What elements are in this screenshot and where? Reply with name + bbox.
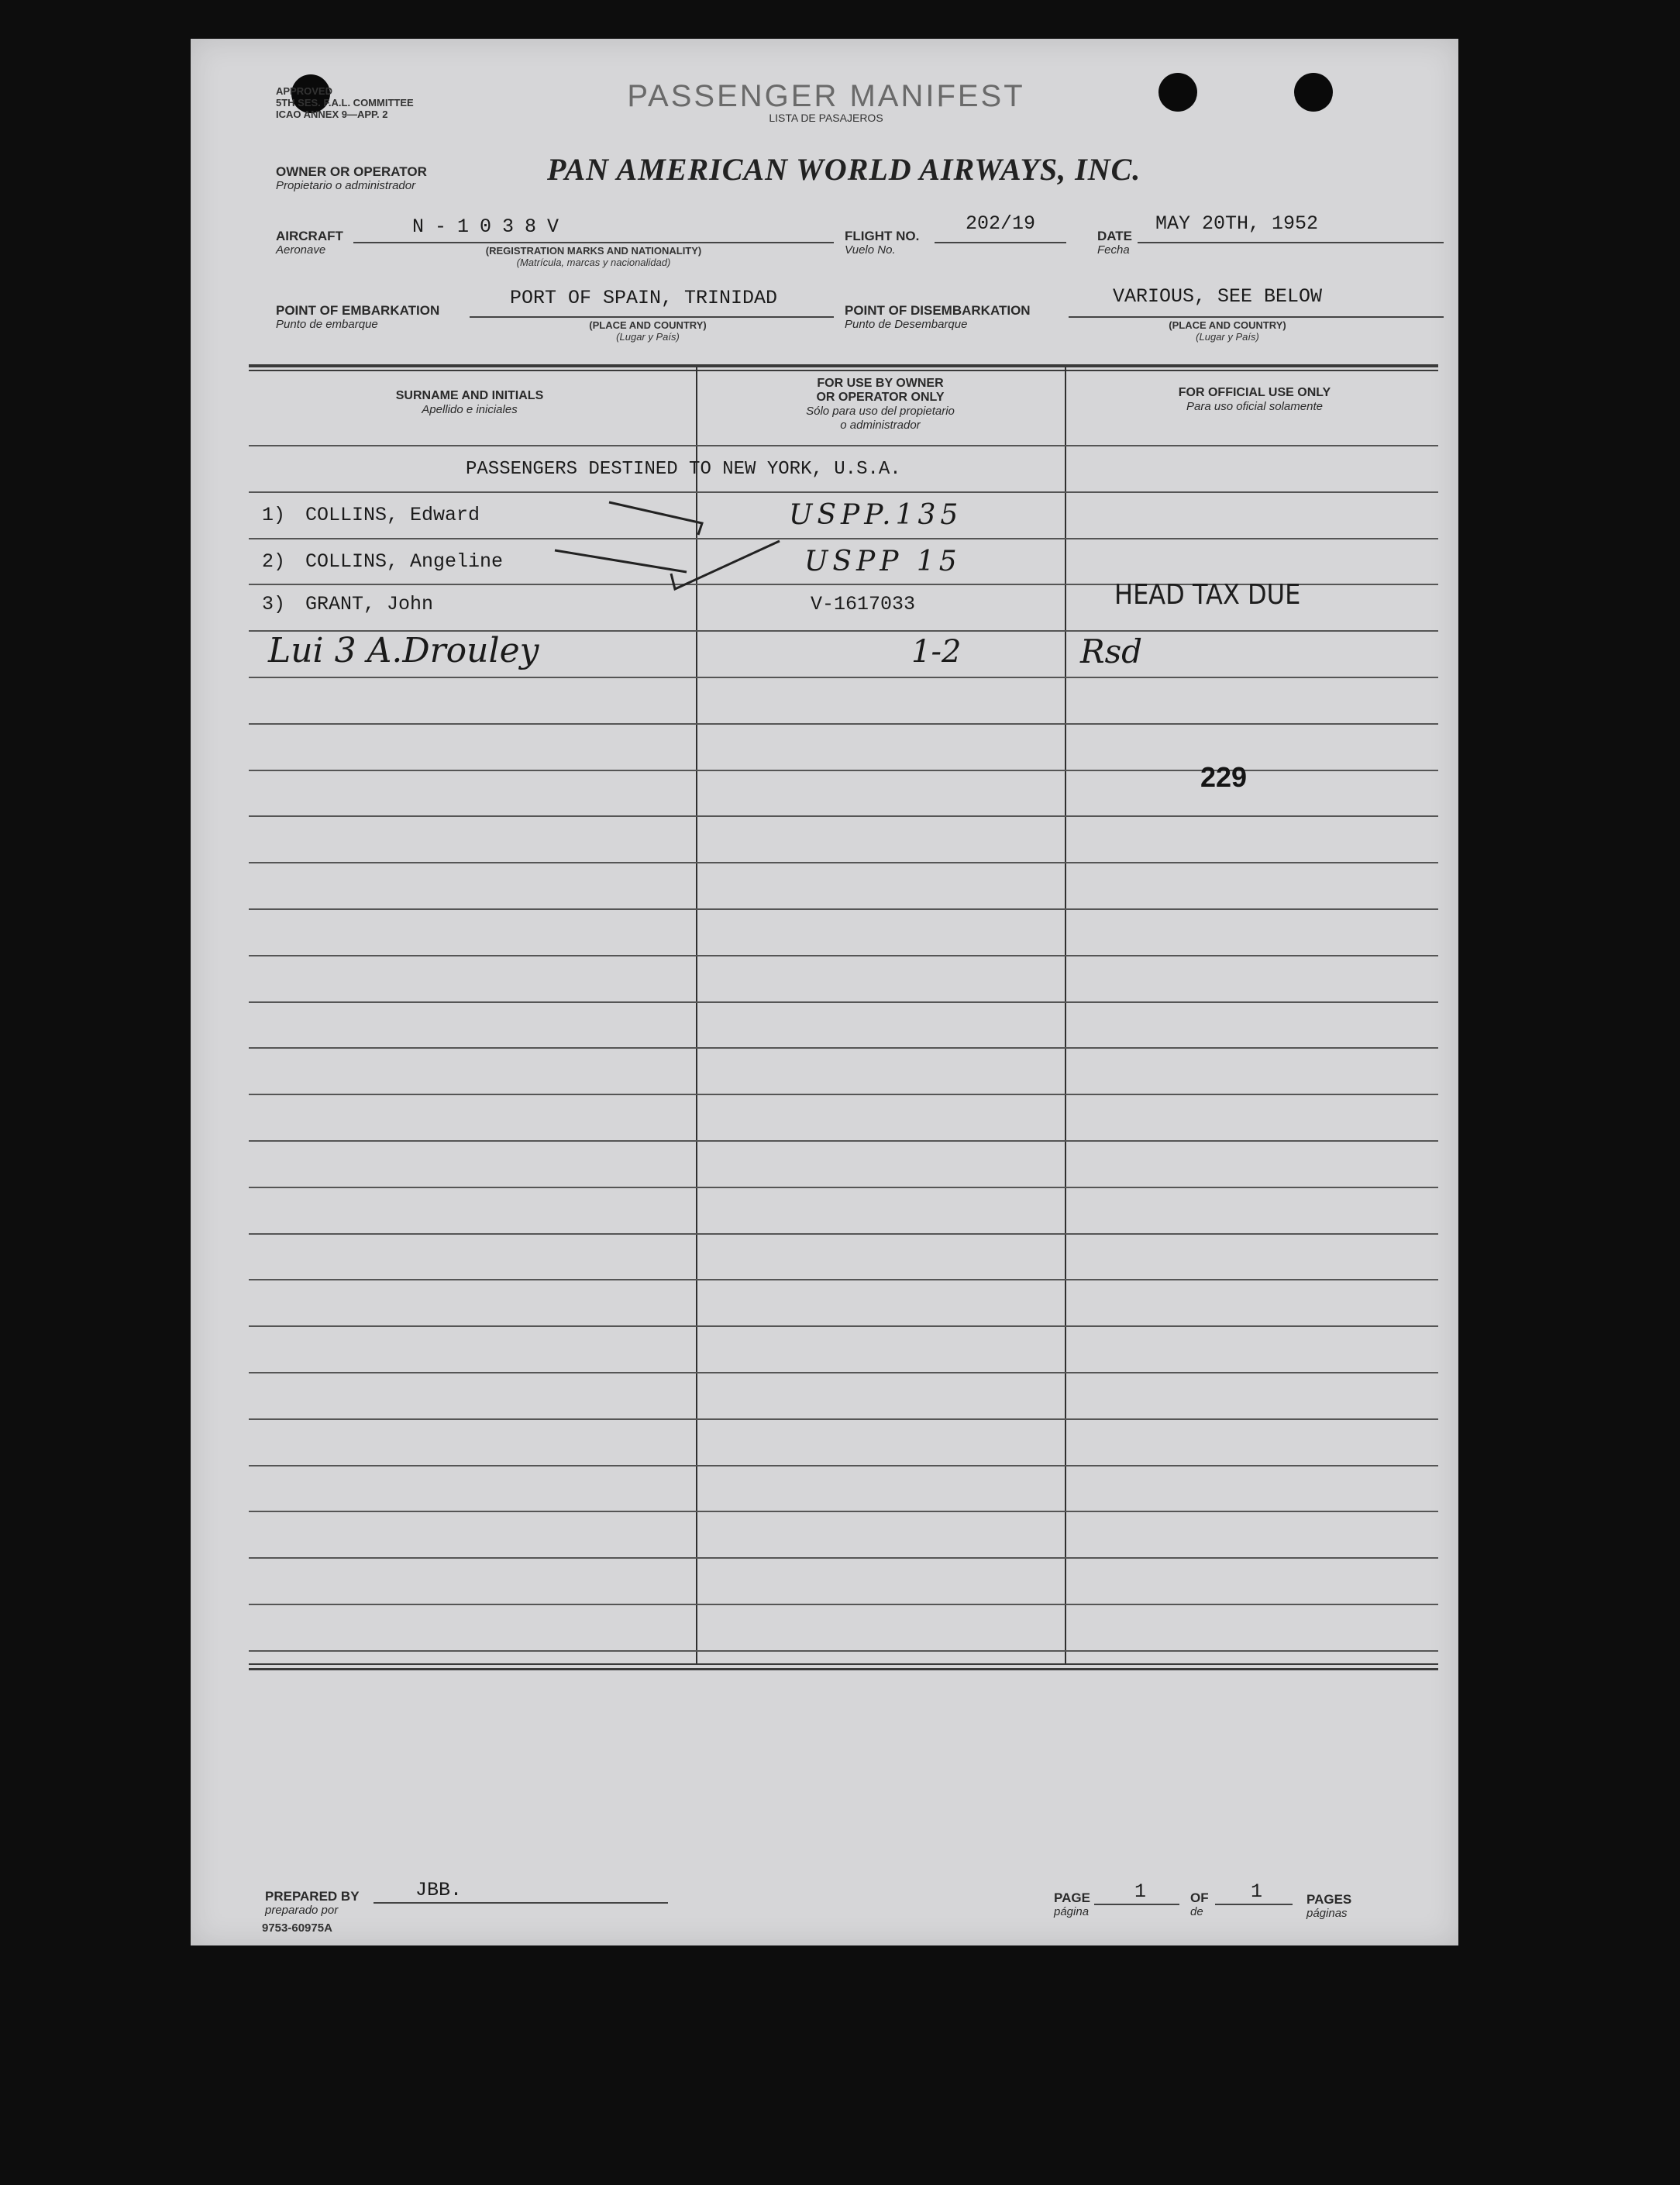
row-rule: [249, 1325, 1438, 1327]
of-label: OF de: [1190, 1890, 1209, 1918]
passenger-number: 2): [262, 550, 286, 573]
aircraft-label: AIRCRAFT Aeronave: [276, 229, 343, 257]
passenger-number: 3): [262, 593, 286, 615]
row-rule: [249, 1279, 1438, 1280]
row-rule: [249, 1047, 1438, 1049]
table-bottom-rule: [249, 1663, 1438, 1665]
disembark-label: POINT OF DISEMBARKATION Punto de Desembarque: [845, 303, 1031, 331]
handwritten-initials: Rsd: [1080, 632, 1143, 670]
embark-value: PORT OF SPAIN, TRINIDAD: [510, 287, 778, 309]
row-rule: [249, 1094, 1438, 1095]
row-rule: [249, 1557, 1438, 1559]
section-heading: PASSENGERS DESTINED TO NEW YORK, U.S.A.: [466, 459, 901, 480]
disembark-value: VARIOUS, SEE BELOW: [1113, 285, 1323, 308]
aircraft-value: N-1038V: [412, 215, 570, 238]
owner-label: OWNER OR OPERATOR Propietario o administrador: [276, 164, 427, 192]
number-stamp: 229: [1200, 761, 1248, 793]
approval-line: ICAO ANNEX 9—APP. 2: [276, 109, 388, 120]
row-rule: [249, 770, 1438, 771]
page-label: PAGE página: [1054, 1890, 1090, 1918]
prepared-value: JBB.: [415, 1879, 463, 1901]
passenger-name: COLLINS, Angeline: [305, 550, 504, 573]
handwritten-note: 1-2: [911, 634, 962, 670]
owner-note: V-1617033: [811, 593, 916, 615]
row-rule: [249, 1604, 1438, 1605]
manifest-page: [191, 39, 1458, 1945]
row-rule: [249, 1187, 1438, 1188]
row-rule: [249, 1233, 1438, 1235]
page-value: 1: [1134, 1880, 1147, 1903]
row-rule: [249, 1650, 1438, 1652]
passenger-name: COLLINS, Edward: [305, 504, 480, 526]
passenger-name: GRANT, John: [305, 593, 434, 615]
approval-line: 5TH SES. F.A.L. COMMITTEE: [276, 97, 414, 109]
row-rule: [249, 1511, 1438, 1512]
prepared-line: [374, 1902, 668, 1904]
row-rule: [249, 908, 1438, 910]
embark-place-note: (PLACE AND COUNTRY) (Lugar y País): [589, 319, 707, 343]
row-rule: [249, 815, 1438, 817]
prepared-label: PREPARED BY preparado por: [265, 1889, 360, 1917]
operator-name: PAN AMERICAN WORLD AIRWAYS, INC.: [547, 152, 1141, 187]
row-rule: [249, 862, 1438, 863]
row-rule: [249, 1001, 1438, 1003]
column-header-owner-use: FOR USE BY OWNER OR OPERATOR ONLY Sólo para uso del propietario o administrador: [806, 377, 955, 432]
approval-line: APPROVED: [276, 85, 332, 97]
row-rule: [249, 1465, 1438, 1466]
head-tax-stamp: HEAD TAX DUE: [1114, 578, 1301, 611]
table-bottom-rule: [249, 1668, 1438, 1670]
passenger-number: 1): [262, 504, 286, 526]
owner-note: USPP.135: [789, 499, 963, 531]
embark-label: POINT OF EMBARKATION Punto de embarque: [276, 303, 440, 331]
row-rule: [249, 1140, 1438, 1142]
row-rule: [249, 1372, 1438, 1373]
owner-note: USPP 15: [804, 546, 962, 577]
form-title-es: LISTA DE PASAJEROS: [769, 112, 883, 124]
disembark-place-note: (PLACE AND COUNTRY) (Lugar y País): [1169, 319, 1286, 343]
row-rule: [249, 1418, 1438, 1420]
form-title: PASSENGER MANIFEST: [627, 79, 1025, 113]
column-header-official-use: FOR OFFICIAL USE ONLY Para uso oficial solamente: [1178, 386, 1331, 413]
pages-label: PAGES páginas: [1306, 1892, 1352, 1920]
of-line: [1215, 1904, 1293, 1905]
date-label: DATE Fecha: [1097, 229, 1133, 257]
column-header-surname: SURNAME AND INITIALS Apellido e iniciales: [395, 389, 544, 416]
form-code: 9753-60975A: [262, 1921, 332, 1935]
flight-value: 202/19: [966, 212, 1036, 235]
page-line: [1094, 1904, 1179, 1905]
handwritten-signature: Lui 3 A.Drouley: [268, 631, 539, 670]
flight-label: FLIGHT NO. Vuelo No.: [845, 229, 920, 257]
of-value: 1: [1251, 1880, 1263, 1903]
registration-note: (REGISTRATION MARKS AND NATIONALITY) (Matrícula, marcas y nacionalidad): [485, 245, 702, 268]
row-rule: [249, 955, 1438, 956]
date-value: MAY 20TH, 1952: [1155, 212, 1319, 235]
